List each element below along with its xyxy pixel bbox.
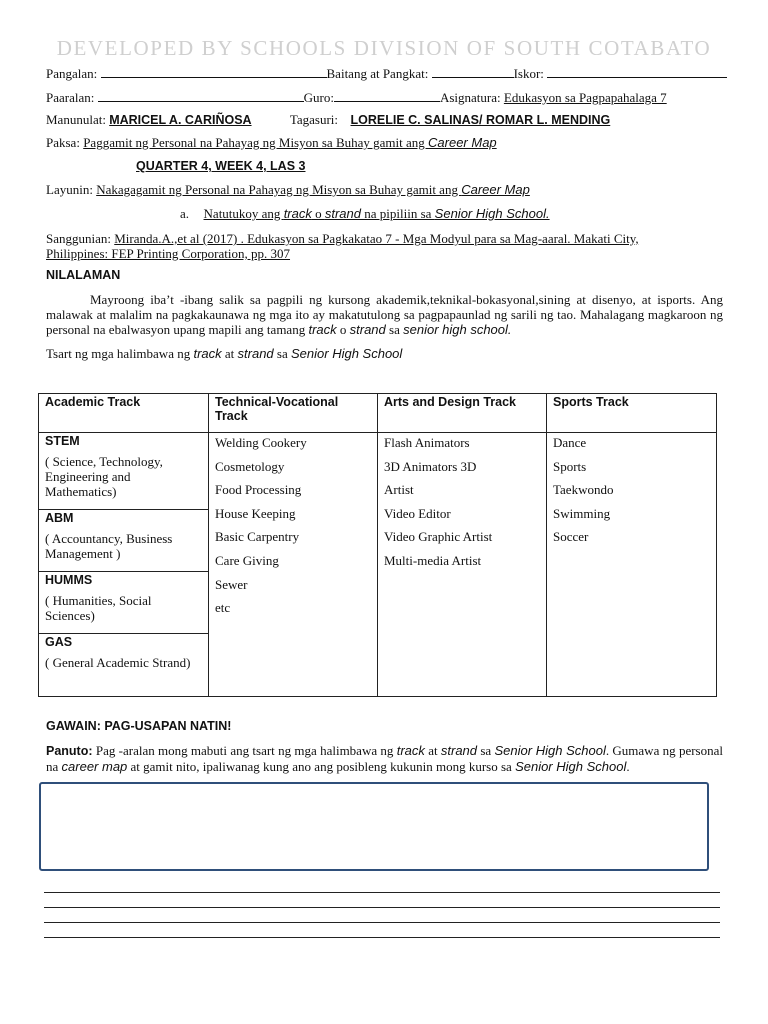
list-item: Dance (553, 435, 587, 450)
writer-label: Manunulat: (46, 112, 106, 127)
teacher-field[interactable] (334, 90, 440, 102)
list-item: Taekwondo (553, 482, 614, 498)
teacher-label: Guro: (303, 90, 334, 105)
list-item: etc (215, 600, 231, 616)
reference-line-1: Miranda.A.,et al (2017) . Edukasyon sa Pagkakatao 7 - Mga Modyul para sa Mag-aaral. Makati City, (114, 231, 639, 246)
list-item: Basic Carpentry (215, 529, 300, 545)
paragraph-italic: track (308, 322, 337, 337)
name-field[interactable] (101, 66, 327, 78)
watermark-text: DEVELOPED BY SCHOOLS DIVISION OF SOUTH COTABATO (56, 36, 712, 60)
list-item: Sports (553, 458, 587, 474)
arts-cell (378, 433, 547, 697)
answer-line[interactable] (44, 922, 720, 923)
strand-name: STEM (45, 434, 80, 448)
instructions-text: sa (477, 743, 495, 758)
subject-label: Asignatura: (439, 90, 501, 105)
list-item: Video Editor (384, 505, 451, 521)
instructions-italic: career map (61, 759, 128, 774)
strand-stem (39, 433, 208, 510)
techvoc-cell (209, 433, 378, 697)
paragraph-italic: strand (349, 322, 386, 337)
content-heading: NILALAMAN (46, 268, 121, 282)
strand-name: ABM (45, 511, 74, 525)
list-item: Food Processing (215, 482, 302, 498)
topic-italic: Career Map (428, 135, 497, 150)
objective-sub-italic: strand (324, 206, 361, 221)
answer-line[interactable] (44, 892, 720, 893)
list-item: Artist (384, 482, 414, 498)
header-academic: Academic Track (39, 394, 209, 433)
paragraph-text: Mayroong iba’t -ibang salik sa pagpili ng kursong akademik,teknikal-bokasyonal,sining at disenyo, at isports. Ang malawak at malalim na pagkakaunawa ng mga ito ay makatutulong sa pagpapaunlad ng sarili ng tao. Mahalagang magkaroon ng personal na ebalwasyon upang mapili ang tamang (46, 292, 723, 337)
quarter-heading: QUARTER 4, WEEK 4, LAS 3 (136, 159, 306, 173)
strand-humms (39, 572, 208, 634)
answer-line[interactable] (44, 907, 720, 908)
subject-value: Edukasyon sa Pagpapahalaga 7 (503, 90, 667, 105)
tracks-table (38, 393, 717, 697)
list-item: Soccer (553, 529, 589, 545)
list-item: 3D Animators 3D (384, 458, 477, 474)
activity-instructions (46, 743, 723, 774)
objective-sub-italic: Senior High School. (434, 206, 550, 221)
grade-label: Baitang at Pangkat: (326, 66, 429, 81)
writer-value: MARICEL A. CARIÑOSA (109, 113, 252, 127)
instructions-italic: track (396, 743, 425, 758)
objective-text: Nakagagamit ng Personal na Pahayag ng Misyon sa Buhay gamit ang (96, 182, 462, 197)
reviewer-value: LORELIE C. SALINAS/ ROMAR L. MENDING (350, 113, 611, 127)
objective-sub-marker: a. (180, 206, 190, 221)
instructions-text: Pag -aralan mong mabuti ang tsart ng mga halimbawa ng (92, 743, 397, 758)
objective-sub-text: na pipiliin sa (361, 206, 435, 221)
reviewer-label: Tagasuri: (289, 112, 339, 127)
objective-subitem (180, 206, 550, 222)
instructions-italic: Senior High School (515, 759, 627, 774)
answer-box[interactable] (39, 782, 709, 871)
header-sports: Sports Track (547, 394, 717, 433)
strand-name: HUMMS (45, 573, 93, 587)
topic-line (46, 135, 497, 151)
instructions-text: at gamit nito, ipaliwanag kung ano ang posibleng kukunin mong kurso sa (127, 759, 516, 774)
name-label: Pangalan: (46, 66, 98, 81)
objective-label: Layunin: (46, 182, 93, 197)
chart-intro-text: sa (273, 346, 292, 361)
answer-line[interactable] (44, 937, 720, 938)
instructions-text: . (626, 759, 630, 774)
academic-cell (39, 433, 209, 697)
activity-heading: GAWAIN: PAG-USAPAN NATIN! (46, 719, 232, 733)
header-techvoc: Technical-Vocational Track (209, 394, 378, 433)
list-item: Cosmetology (215, 458, 285, 474)
header-row-1 (46, 66, 727, 82)
instructions-text: at (424, 743, 441, 758)
list-item: House Keeping (215, 505, 296, 521)
chart-intro-italic: strand (237, 346, 274, 361)
instructions-italic: strand (440, 743, 478, 758)
strand-desc: ( Science, Technology, Engineering and Mathematics) (45, 454, 163, 499)
list-item: Video Graphic Artist (384, 529, 493, 545)
reference-label: Sanggunian: (46, 231, 111, 246)
score-field[interactable] (547, 66, 727, 78)
paragraph-text: sa (385, 322, 404, 337)
table-body-row (39, 433, 717, 697)
list-item: Sewer (215, 576, 248, 592)
grade-field[interactable] (432, 66, 514, 78)
content-paragraph (46, 292, 723, 337)
strand-gas (39, 634, 208, 675)
chart-intro-text: Tsart ng mga halimbawa ng (46, 346, 194, 361)
strand-abm (39, 510, 208, 572)
list-item: Flash Animators (384, 435, 470, 450)
sports-cell (547, 433, 717, 697)
objective-sub-italic: track (283, 206, 312, 221)
topic-text: Paggamit ng Personal na Pahayag ng Misyon sa Buhay gamit ang (83, 135, 429, 150)
chart-intro-italic: Senior High School (291, 346, 403, 361)
score-label: Iskor: (513, 66, 544, 81)
school-field[interactable] (98, 90, 304, 102)
header-row-3 (46, 112, 610, 128)
table-header-row (39, 394, 717, 433)
strand-desc: ( Humanities, Social Sciences) (45, 593, 152, 623)
list-item: Multi-media Artist (384, 552, 482, 568)
objective-italic: Career Map (461, 182, 530, 197)
objective-sub-text: Natutukoy ang (203, 206, 284, 221)
header-arts: Arts and Design Track (378, 394, 547, 433)
list-item: Welding Cookery (215, 435, 307, 450)
topic-label: Paksa: (46, 135, 80, 150)
chart-intro (46, 346, 402, 362)
strand-desc: ( General Academic Strand) (45, 655, 191, 670)
chart-intro-text: at (221, 346, 238, 361)
paragraph-italic: senior high school. (403, 322, 512, 337)
chart-intro-italic: track (193, 346, 222, 361)
strand-desc: ( Accountancy, Business Management ) (45, 531, 173, 561)
reference-block (46, 231, 639, 261)
school-label: Paaralan: (46, 90, 95, 105)
reference-line-2: Philippines: FEP Printing Corporation, pp. 307 (46, 246, 291, 261)
list-item: Swimming (553, 505, 611, 521)
instructions-label: Panuto: (46, 744, 93, 758)
instructions-text: . Gumawa ng personal na (46, 743, 723, 774)
objective-sub-text: o (311, 206, 325, 221)
list-item: Care Giving (215, 552, 279, 568)
header-row-2 (46, 90, 667, 106)
objective-line (46, 182, 530, 198)
paragraph-text: o (336, 322, 350, 337)
strand-name: GAS (45, 635, 73, 649)
instructions-italic: Senior High School (494, 743, 606, 758)
